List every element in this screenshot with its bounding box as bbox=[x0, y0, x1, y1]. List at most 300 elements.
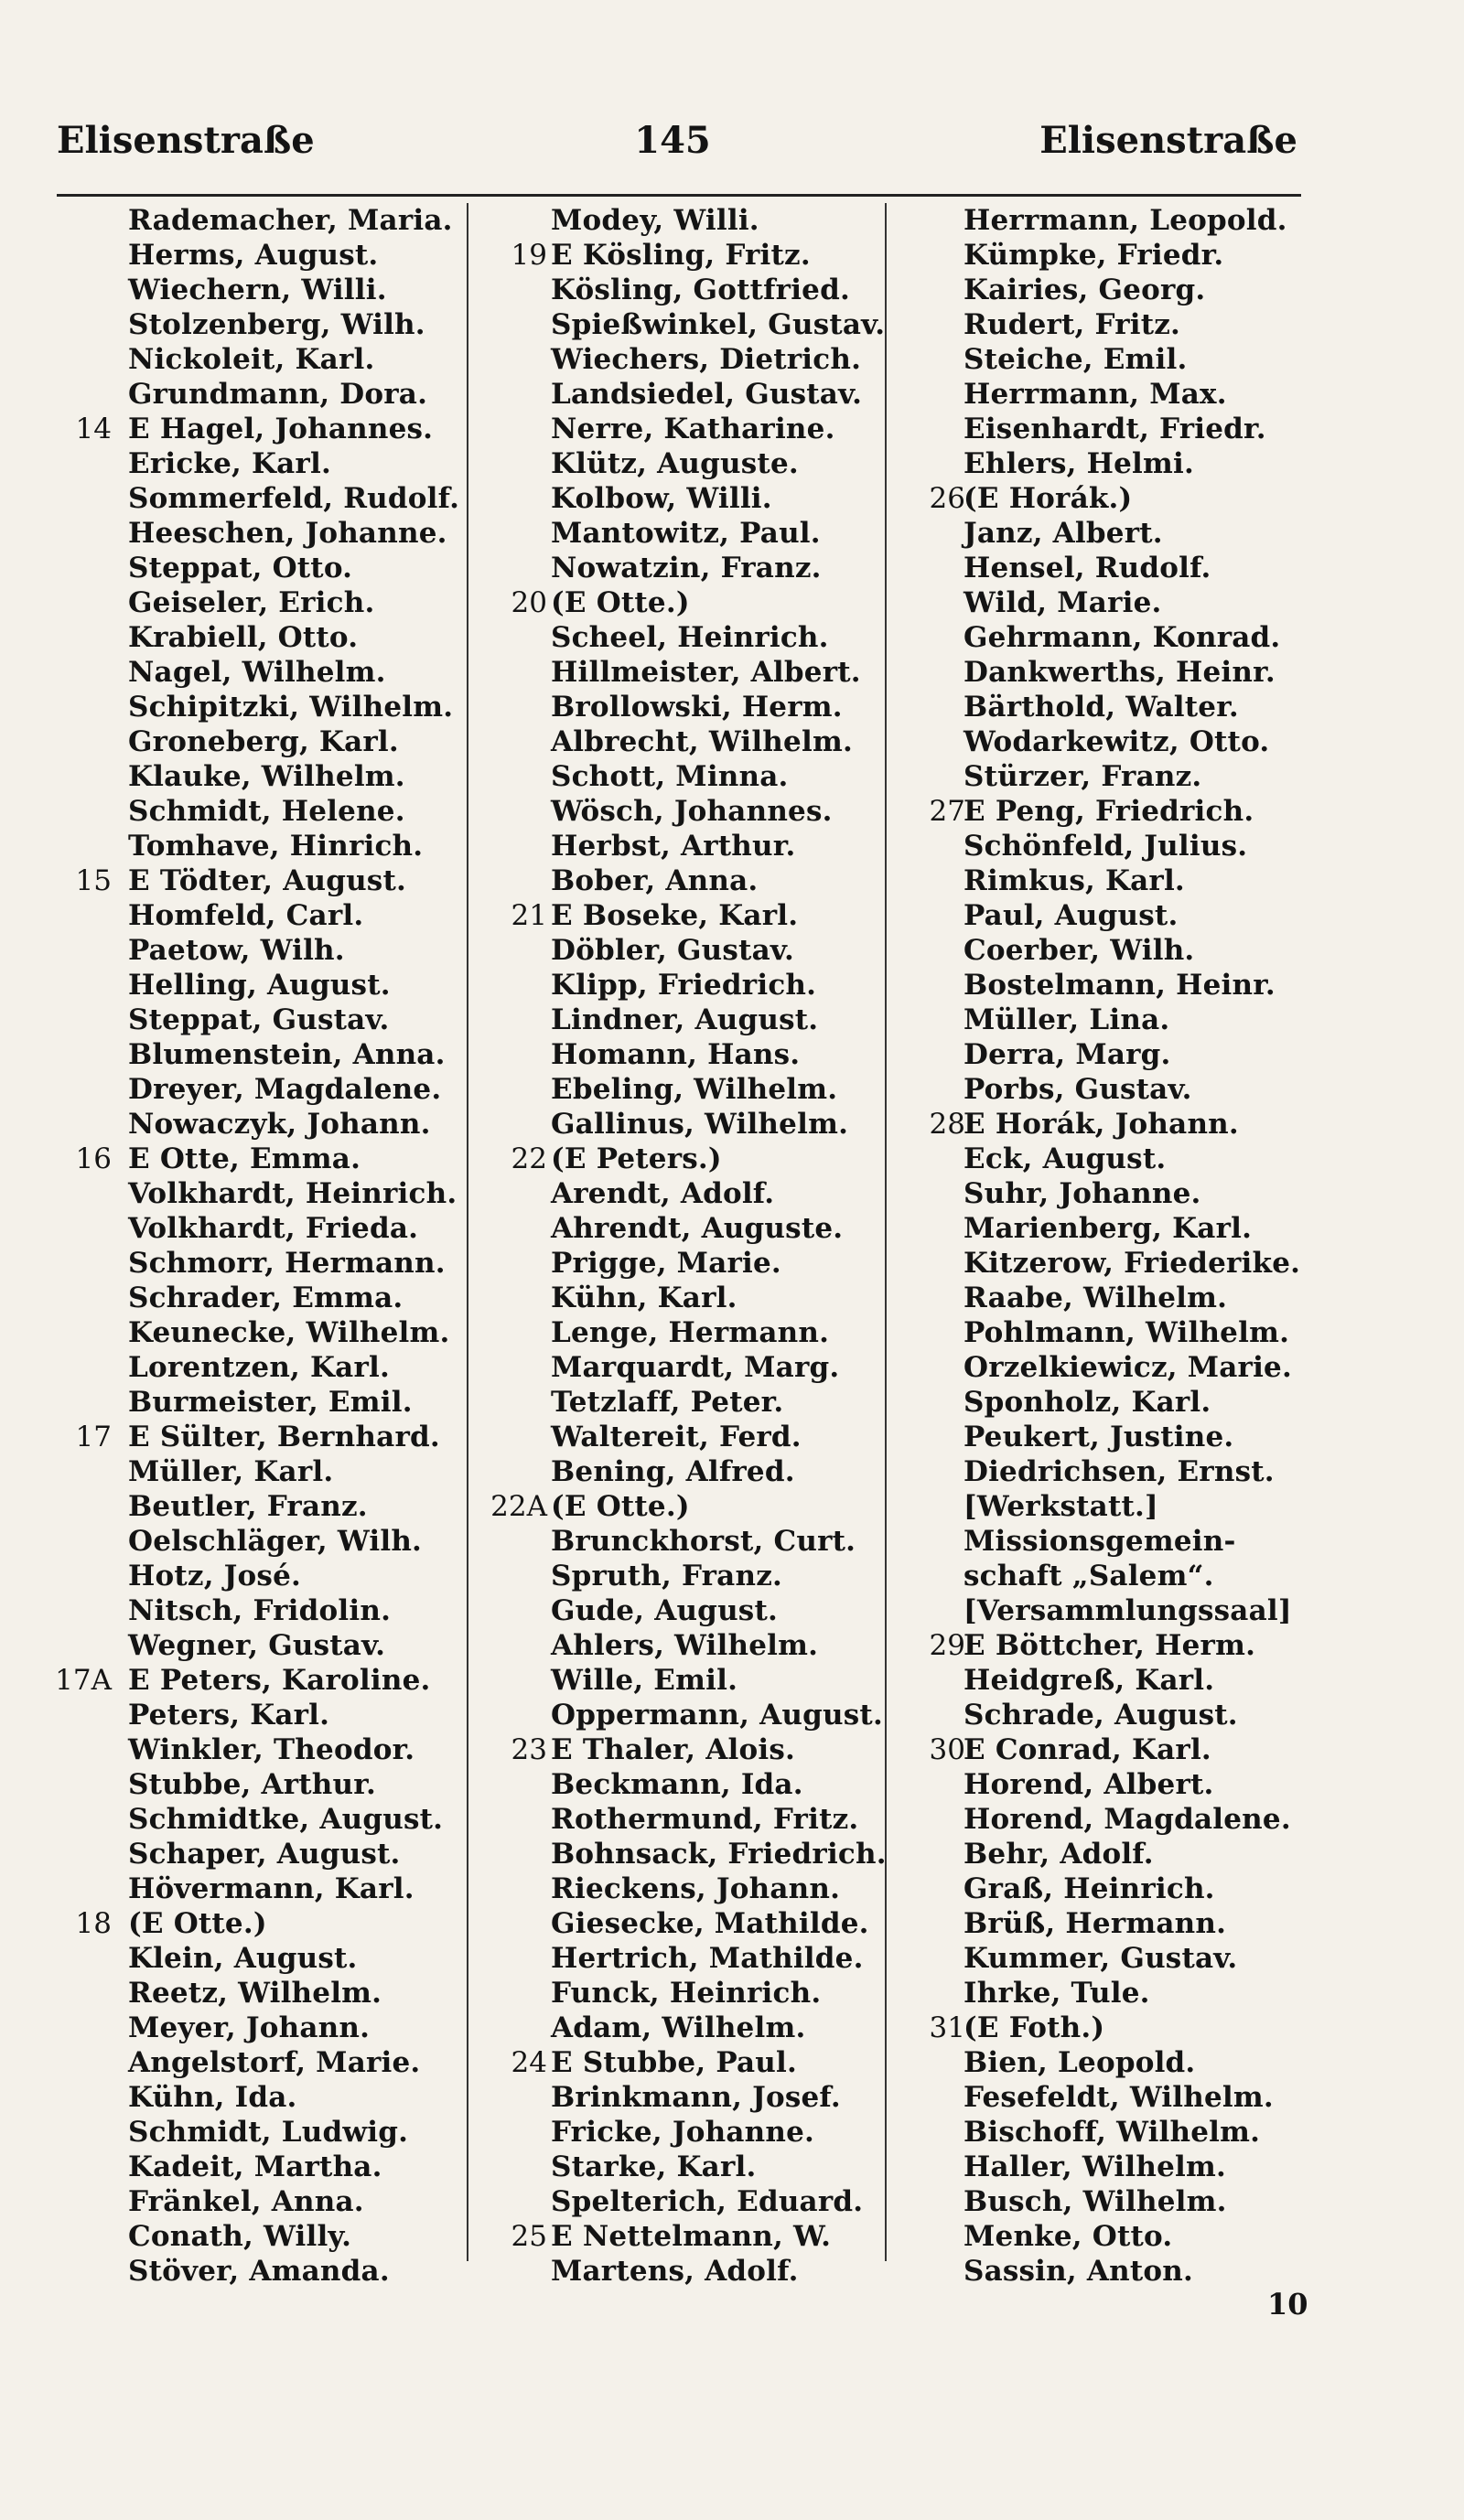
resident-name: Klauke, Wilhelm. bbox=[128, 760, 405, 793]
directory-entry bbox=[0, 1698, 467, 1732]
directory-entry bbox=[887, 481, 1308, 516]
directory-entry bbox=[887, 516, 1308, 551]
resident-name: Oelschläger, Wilh. bbox=[128, 1525, 423, 1558]
directory-entry bbox=[887, 724, 1308, 759]
resident-name: Heeschen, Johanne. bbox=[128, 517, 447, 550]
directory-entry bbox=[468, 863, 885, 898]
resident-name: Lindner, August. bbox=[551, 1003, 819, 1036]
resident-name: Horend, Albert. bbox=[963, 1768, 1214, 1801]
resident-name: Schrader, Emma. bbox=[128, 1281, 404, 1314]
directory-entry bbox=[0, 516, 467, 551]
house-number: 17A bbox=[55, 1664, 112, 1697]
directory-entry bbox=[0, 1489, 467, 1524]
resident-name: Mantowitz, Paul. bbox=[551, 517, 821, 550]
directory-entry bbox=[468, 342, 885, 377]
directory-entry bbox=[887, 759, 1308, 794]
directory-entry bbox=[0, 724, 467, 759]
resident-name: (E Otte.) bbox=[128, 1907, 267, 1940]
resident-name: Raabe, Wilhelm. bbox=[963, 1281, 1228, 1314]
resident-name: Menke, Otto. bbox=[963, 2220, 1173, 2253]
directory-entry bbox=[0, 933, 467, 968]
resident-name: Spruth, Franz. bbox=[551, 1560, 782, 1592]
resident-name: Steppat, Otto. bbox=[128, 552, 353, 584]
resident-name: Brollowski, Herm. bbox=[551, 691, 843, 724]
directory-entry bbox=[887, 1315, 1308, 1350]
resident-name: Kitzerow, Friederike. bbox=[963, 1247, 1301, 1280]
directory-entry bbox=[887, 1663, 1308, 1698]
resident-name: (E Foth.) bbox=[963, 2011, 1105, 2044]
directory-entry bbox=[468, 794, 885, 829]
resident-name: (E Peters.) bbox=[551, 1142, 722, 1175]
directory-entry bbox=[468, 1350, 885, 1385]
resident-name: Ahrendt, Auguste. bbox=[551, 1212, 844, 1245]
resident-name: Nickoleit, Karl. bbox=[128, 343, 375, 376]
directory-entry bbox=[0, 238, 467, 273]
directory-entry bbox=[468, 1037, 885, 1072]
resident-name: Tomhave, Hinrich. bbox=[128, 830, 424, 863]
resident-name: Diedrichsen, Ernst. bbox=[963, 1455, 1275, 1488]
resident-name: Kolbow, Willi. bbox=[551, 482, 772, 515]
resident-name: Wodarkewitz, Otto. bbox=[963, 725, 1270, 758]
house-number: 25 bbox=[511, 2220, 547, 2253]
resident-name: Wegner, Gustav. bbox=[128, 1629, 386, 1662]
sheet-signature: 10 bbox=[1267, 2287, 1308, 2322]
resident-name: Starke, Karl. bbox=[551, 2150, 757, 2183]
directory-entry bbox=[887, 1107, 1308, 1142]
resident-name: E Peng, Friedrich. bbox=[963, 795, 1254, 828]
directory-entry bbox=[0, 655, 467, 690]
resident-name: (E Otte.) bbox=[551, 586, 690, 619]
directory-entry bbox=[887, 1246, 1308, 1281]
resident-name: Lorentzen, Karl. bbox=[128, 1351, 390, 1384]
resident-name: Sponholz, Karl. bbox=[963, 1386, 1211, 1419]
directory-entry bbox=[887, 2080, 1308, 2115]
house-number: 14 bbox=[75, 413, 112, 445]
directory-entry bbox=[0, 1385, 467, 1420]
resident-name: Peukert, Justine. bbox=[963, 1421, 1234, 1453]
resident-name: Brinkmann, Josef. bbox=[551, 2081, 841, 2114]
directory-entry bbox=[468, 968, 885, 1003]
directory-entry bbox=[887, 1176, 1308, 1211]
directory-entry bbox=[887, 1732, 1308, 1767]
resident-name: Schipitzki, Wilhelm. bbox=[128, 691, 454, 724]
resident-name: E Conrad, Karl. bbox=[963, 1733, 1211, 1766]
directory-entry bbox=[887, 2011, 1308, 2045]
directory-entry bbox=[468, 1976, 885, 2011]
resident-name: Kühn, Ida. bbox=[128, 2081, 297, 2114]
directory-entry bbox=[0, 1176, 467, 1211]
resident-name: Stürzer, Franz. bbox=[963, 760, 1202, 793]
directory-entry bbox=[468, 273, 885, 307]
directory-entry bbox=[468, 2184, 885, 2219]
directory-entry bbox=[468, 1628, 885, 1663]
resident-name: Wille, Emil. bbox=[551, 1664, 738, 1697]
directory-entry bbox=[887, 863, 1308, 898]
directory-entry bbox=[468, 1837, 885, 1871]
directory-entry bbox=[887, 1593, 1308, 1628]
resident-name: Nerre, Katharine. bbox=[551, 413, 835, 445]
directory-entry bbox=[468, 1176, 885, 1211]
directory-entry bbox=[468, 1003, 885, 1037]
directory-entry bbox=[887, 1281, 1308, 1315]
directory-entry bbox=[887, 2045, 1308, 2080]
resident-name: Rothermund, Fritz. bbox=[551, 1803, 859, 1836]
directory-column-3 bbox=[887, 203, 1308, 2289]
directory-entry bbox=[0, 2045, 467, 2080]
resident-name: Kummer, Gustav. bbox=[963, 1942, 1238, 1975]
resident-name: Spelterich, Eduard. bbox=[551, 2185, 864, 2218]
resident-name: Eck, August. bbox=[963, 1142, 1167, 1175]
resident-name: Klütz, Auguste. bbox=[551, 447, 799, 480]
resident-name: Heidgreß, Karl. bbox=[963, 1664, 1215, 1697]
directory-entry bbox=[887, 829, 1308, 863]
directory-entry bbox=[887, 203, 1308, 238]
directory-entry bbox=[887, 1767, 1308, 1802]
resident-name: Volkhardt, Heinrich. bbox=[128, 1177, 458, 1210]
resident-name: E Boseke, Karl. bbox=[551, 899, 799, 932]
directory-entry bbox=[0, 1420, 467, 1454]
resident-name: Eisenhardt, Friedr. bbox=[963, 413, 1266, 445]
resident-name: Fränkel, Anna. bbox=[128, 2185, 364, 2218]
resident-name: Steiche, Emil. bbox=[963, 343, 1188, 376]
house-number: 24 bbox=[511, 2046, 547, 2079]
resident-name: Nowatzin, Franz. bbox=[551, 552, 822, 584]
resident-name: Grundmann, Dora. bbox=[128, 378, 428, 411]
resident-name: Schmidt, Helene. bbox=[128, 795, 405, 828]
resident-name: Angelstorf, Marie. bbox=[128, 2046, 421, 2079]
directory-entry bbox=[0, 2150, 467, 2184]
resident-name: Haller, Wilhelm. bbox=[963, 2150, 1226, 2183]
resident-name: Herbst, Arthur. bbox=[551, 830, 796, 863]
directory-entry bbox=[0, 1072, 467, 1107]
directory-entry bbox=[0, 1350, 467, 1385]
resident-name: Kümpke, Friedr. bbox=[963, 239, 1224, 272]
resident-name: Ahlers, Wilhelm. bbox=[551, 1629, 819, 1662]
resident-name: Stolzenberg, Wilh. bbox=[128, 308, 425, 341]
resident-name: Tetzlaff, Peter. bbox=[551, 1386, 784, 1419]
directory-entry bbox=[468, 1906, 885, 1941]
resident-name: Sommerfeld, Rudolf. bbox=[128, 482, 460, 515]
resident-name: E Böttcher, Herm. bbox=[963, 1629, 1256, 1662]
directory-entry bbox=[887, 1802, 1308, 1837]
directory-entry bbox=[468, 1767, 885, 1802]
directory-entry bbox=[468, 2080, 885, 2115]
directory-entry bbox=[468, 1211, 885, 1246]
resident-name: Wild, Marie. bbox=[963, 586, 1162, 619]
directory-entry bbox=[468, 377, 885, 412]
resident-name: Landsiedel, Gustav. bbox=[551, 378, 863, 411]
resident-name: Albrecht, Wilhelm. bbox=[551, 725, 853, 758]
resident-name: Krabiell, Otto. bbox=[128, 621, 359, 654]
directory-entry bbox=[468, 898, 885, 933]
directory-entry bbox=[887, 1524, 1308, 1559]
resident-name: Burmeister, Emil. bbox=[128, 1386, 413, 1419]
directory-entry bbox=[468, 1281, 885, 1315]
resident-name: Kühn, Karl. bbox=[551, 1281, 737, 1314]
resident-name: Orzelkiewicz, Marie. bbox=[963, 1351, 1292, 1384]
directory-entry bbox=[887, 1211, 1308, 1246]
directory-entry bbox=[887, 1385, 1308, 1420]
resident-name: Winkler, Theodor. bbox=[128, 1733, 415, 1766]
resident-name: Stöver, Amanda. bbox=[128, 2255, 390, 2288]
resident-name: E Stubbe, Paul. bbox=[551, 2046, 797, 2079]
resident-name: [Versammlungssaal] bbox=[963, 1594, 1292, 1627]
directory-entry bbox=[468, 203, 885, 238]
directory-entry bbox=[887, 620, 1308, 655]
directory-entry bbox=[468, 1559, 885, 1593]
resident-name: Paetow, Wilh. bbox=[128, 934, 345, 967]
resident-name: Schönfeld, Julius. bbox=[963, 830, 1248, 863]
directory-entry bbox=[0, 1941, 467, 1976]
directory-entry bbox=[887, 1420, 1308, 1454]
resident-name: Wösch, Johannes. bbox=[551, 795, 833, 828]
resident-name: Dreyer, Magdalene. bbox=[128, 1073, 442, 1106]
resident-name: Busch, Wilhelm. bbox=[963, 2185, 1227, 2218]
directory-entry bbox=[0, 1281, 467, 1315]
directory-entry bbox=[0, 1871, 467, 1906]
directory-entry bbox=[0, 273, 467, 307]
resident-name: E Horák, Johann. bbox=[963, 1108, 1239, 1141]
resident-name: Herms, August. bbox=[128, 239, 379, 272]
resident-name: Wiechers, Dietrich. bbox=[551, 343, 862, 376]
directory-entry bbox=[0, 2115, 467, 2150]
resident-name: Bostelmann, Heinr. bbox=[963, 969, 1276, 1002]
directory-entry bbox=[0, 446, 467, 481]
resident-name: Marienberg, Karl. bbox=[963, 1212, 1253, 1245]
directory-entry bbox=[0, 1906, 467, 1941]
resident-name: Nowaczyk, Johann. bbox=[128, 1108, 431, 1141]
directory-entry bbox=[0, 1837, 467, 1871]
directory-entry bbox=[468, 1385, 885, 1420]
resident-name: Stubbe, Arthur. bbox=[128, 1768, 376, 1801]
street-name-left: Elisenstraße bbox=[57, 119, 315, 162]
resident-name: Klein, August. bbox=[128, 1942, 358, 1975]
resident-name: E Kösling, Fritz. bbox=[551, 239, 811, 272]
resident-name: Schmorr, Hermann. bbox=[128, 1247, 446, 1280]
directory-entry bbox=[468, 551, 885, 585]
directory-entry bbox=[0, 307, 467, 342]
directory-entry bbox=[468, 1732, 885, 1767]
directory-entry bbox=[468, 1072, 885, 1107]
directory-entry bbox=[0, 1663, 467, 1698]
resident-name: Bien, Leopold. bbox=[963, 2046, 1196, 2079]
resident-name: Fricke, Johanne. bbox=[551, 2116, 814, 2149]
directory-entry bbox=[468, 655, 885, 690]
resident-name: Martens, Adolf. bbox=[551, 2255, 799, 2288]
directory-entry bbox=[887, 794, 1308, 829]
resident-name: Rademacher, Maria. bbox=[128, 204, 453, 237]
directory-entry bbox=[887, 273, 1308, 307]
directory-entry bbox=[887, 655, 1308, 690]
resident-name: Beutler, Franz. bbox=[128, 1490, 368, 1523]
resident-name: Gallinus, Wilhelm. bbox=[551, 1108, 849, 1141]
resident-name: Bischoff, Wilhelm. bbox=[963, 2116, 1261, 2149]
resident-name: Schmidt, Ludwig. bbox=[128, 2116, 409, 2149]
directory-entry bbox=[887, 2219, 1308, 2254]
street-name-right: Elisenstraße bbox=[1039, 119, 1297, 162]
directory-entry bbox=[887, 933, 1308, 968]
resident-name: Homfeld, Carl. bbox=[128, 899, 364, 932]
resident-name: Herrmann, Leopold. bbox=[963, 204, 1287, 237]
directory-entry bbox=[887, 690, 1308, 724]
directory-entry bbox=[468, 1107, 885, 1142]
directory-entry bbox=[887, 377, 1308, 412]
resident-name: Geiseler, Erich. bbox=[128, 586, 375, 619]
resident-name: Keunecke, Wilhelm. bbox=[128, 1316, 450, 1349]
directory-entry bbox=[887, 307, 1308, 342]
directory-entry bbox=[0, 1107, 467, 1142]
directory-entry bbox=[0, 1003, 467, 1037]
directory-entry bbox=[468, 2045, 885, 2080]
resident-name: Rieckens, Johann. bbox=[551, 1872, 841, 1905]
directory-entry bbox=[0, 1454, 467, 1489]
resident-name: Waltereit, Ferd. bbox=[551, 1421, 802, 1453]
resident-name: Homann, Hans. bbox=[551, 1038, 801, 1071]
resident-name: Ericke, Karl. bbox=[128, 447, 331, 480]
house-number: 20 bbox=[511, 586, 547, 619]
directory-entry bbox=[887, 2254, 1308, 2289]
directory-entry bbox=[0, 203, 467, 238]
directory-entry bbox=[468, 481, 885, 516]
directory-entry bbox=[0, 377, 467, 412]
resident-name: Steppat, Gustav. bbox=[128, 1003, 390, 1036]
house-number: 26 bbox=[929, 482, 965, 515]
resident-name: E Hagel, Johannes. bbox=[128, 413, 434, 445]
directory-entry bbox=[887, 2184, 1308, 2219]
directory-entry bbox=[0, 412, 467, 446]
resident-name: Blumenstein, Anna. bbox=[128, 1038, 446, 1071]
resident-name: Missionsgemein- bbox=[963, 1525, 1236, 1558]
resident-name: Hotz, José. bbox=[128, 1560, 301, 1592]
resident-name: Arendt, Adolf. bbox=[551, 1177, 775, 1210]
directory-entry bbox=[0, 2011, 467, 2045]
directory-entry bbox=[0, 1976, 467, 2011]
resident-name: Beckmann, Ida. bbox=[551, 1768, 803, 1801]
resident-name: Brunckhorst, Curt. bbox=[551, 1525, 856, 1558]
directory-entry bbox=[468, 2254, 885, 2289]
directory-entry bbox=[0, 585, 467, 620]
page-number: 145 bbox=[634, 119, 711, 162]
directory-entry bbox=[468, 1246, 885, 1281]
resident-name: Schmidtke, August. bbox=[128, 1803, 444, 1836]
house-number: 19 bbox=[511, 239, 547, 272]
resident-name: Gude, August. bbox=[551, 1594, 778, 1627]
resident-name: Bärthold, Walter. bbox=[963, 691, 1239, 724]
resident-name: Marquardt, Marg. bbox=[551, 1351, 840, 1384]
resident-name: Pohlmann, Wilhelm. bbox=[963, 1316, 1290, 1349]
directory-entry bbox=[887, 585, 1308, 620]
directory-entry bbox=[0, 1767, 467, 1802]
directory-entry bbox=[468, 1420, 885, 1454]
directory-entry bbox=[468, 690, 885, 724]
house-number: 18 bbox=[75, 1907, 112, 1940]
directory-entry bbox=[887, 1037, 1308, 1072]
house-number: 28 bbox=[929, 1108, 965, 1141]
directory-entry bbox=[0, 2254, 467, 2289]
directory-entry bbox=[468, 1489, 885, 1524]
directory-entry bbox=[0, 898, 467, 933]
directory-entry bbox=[0, 1732, 467, 1767]
directory-entry bbox=[887, 1142, 1308, 1176]
resident-name: Funck, Heinrich. bbox=[551, 1977, 822, 2010]
resident-name: Ihrke, Tule. bbox=[963, 1977, 1150, 2010]
resident-name: Horend, Magdalene. bbox=[963, 1803, 1291, 1836]
directory-entry bbox=[887, 1003, 1308, 1037]
resident-name: E Sülter, Bernhard. bbox=[128, 1421, 440, 1453]
resident-name: Graß, Heinrich. bbox=[963, 1872, 1215, 1905]
directory-entry bbox=[0, 481, 467, 516]
directory-entry bbox=[468, 307, 885, 342]
directory-entry bbox=[0, 1211, 467, 1246]
resident-name: Prigge, Marie. bbox=[551, 1247, 781, 1280]
resident-name: Porbs, Gustav. bbox=[963, 1073, 1192, 1106]
directory-entry bbox=[887, 1454, 1308, 1489]
resident-name: Hövermann, Karl. bbox=[128, 1872, 414, 1905]
resident-name: Coerber, Wilh. bbox=[963, 934, 1195, 967]
house-number: 23 bbox=[511, 1733, 547, 1766]
resident-name: Nitsch, Fridolin. bbox=[128, 1594, 392, 1627]
resident-name: Ehlers, Helmi. bbox=[963, 447, 1194, 480]
directory-entry bbox=[887, 898, 1308, 933]
directory-entry bbox=[887, 2150, 1308, 2184]
directory-entry bbox=[468, 516, 885, 551]
directory-entry bbox=[887, 446, 1308, 481]
directory-entry bbox=[468, 1941, 885, 1976]
resident-name: E Tödter, August. bbox=[128, 864, 406, 897]
resident-name: Behr, Adolf. bbox=[963, 1838, 1154, 1871]
resident-name: Kösling, Gottfried. bbox=[551, 273, 850, 306]
directory-entry bbox=[0, 759, 467, 794]
resident-name: Sassin, Anton. bbox=[963, 2255, 1193, 2288]
resident-name: Rimkus, Karl. bbox=[963, 864, 1185, 897]
directory-entry bbox=[0, 863, 467, 898]
resident-name: Schrade, August. bbox=[963, 1699, 1238, 1732]
directory-entry bbox=[0, 1037, 467, 1072]
house-number: 27 bbox=[929, 795, 965, 828]
directory-entry bbox=[0, 1315, 467, 1350]
resident-name: E Otte, Emma. bbox=[128, 1142, 361, 1175]
directory-entry bbox=[468, 2115, 885, 2150]
resident-name: Herrmann, Max. bbox=[963, 378, 1227, 411]
directory-entry bbox=[0, 1802, 467, 1837]
house-number: 29 bbox=[929, 1629, 965, 1662]
directory-entry bbox=[887, 1489, 1308, 1524]
resident-name: Spießwinkel, Gustav. bbox=[551, 308, 886, 341]
resident-name: Giesecke, Mathilde. bbox=[551, 1907, 869, 1940]
directory-entry bbox=[0, 1524, 467, 1559]
directory-entry bbox=[887, 1871, 1308, 1906]
directory-entry bbox=[0, 551, 467, 585]
resident-name: Wiechern, Willi. bbox=[128, 273, 387, 306]
resident-name: Bening, Alfred. bbox=[551, 1455, 795, 1488]
directory-entry bbox=[468, 724, 885, 759]
resident-name: schaft „Salem“. bbox=[963, 1560, 1214, 1592]
directory-entry bbox=[468, 1454, 885, 1489]
resident-name: Gehrmann, Konrad. bbox=[963, 621, 1281, 654]
directory-column-2 bbox=[468, 203, 885, 2289]
resident-name: Hertrich, Mathilde. bbox=[551, 1942, 864, 1975]
directory-entry bbox=[887, 1976, 1308, 2011]
resident-name: Janz, Albert. bbox=[963, 517, 1163, 550]
resident-name: Conath, Willy. bbox=[128, 2220, 352, 2253]
directory-entry bbox=[887, 551, 1308, 585]
directory-entry bbox=[0, 1559, 467, 1593]
directory-entry bbox=[468, 1315, 885, 1350]
resident-name: Helling, August. bbox=[128, 969, 391, 1002]
resident-name: Döbler, Gustav. bbox=[551, 934, 794, 967]
directory-entry bbox=[0, 620, 467, 655]
house-number: 16 bbox=[75, 1142, 112, 1175]
